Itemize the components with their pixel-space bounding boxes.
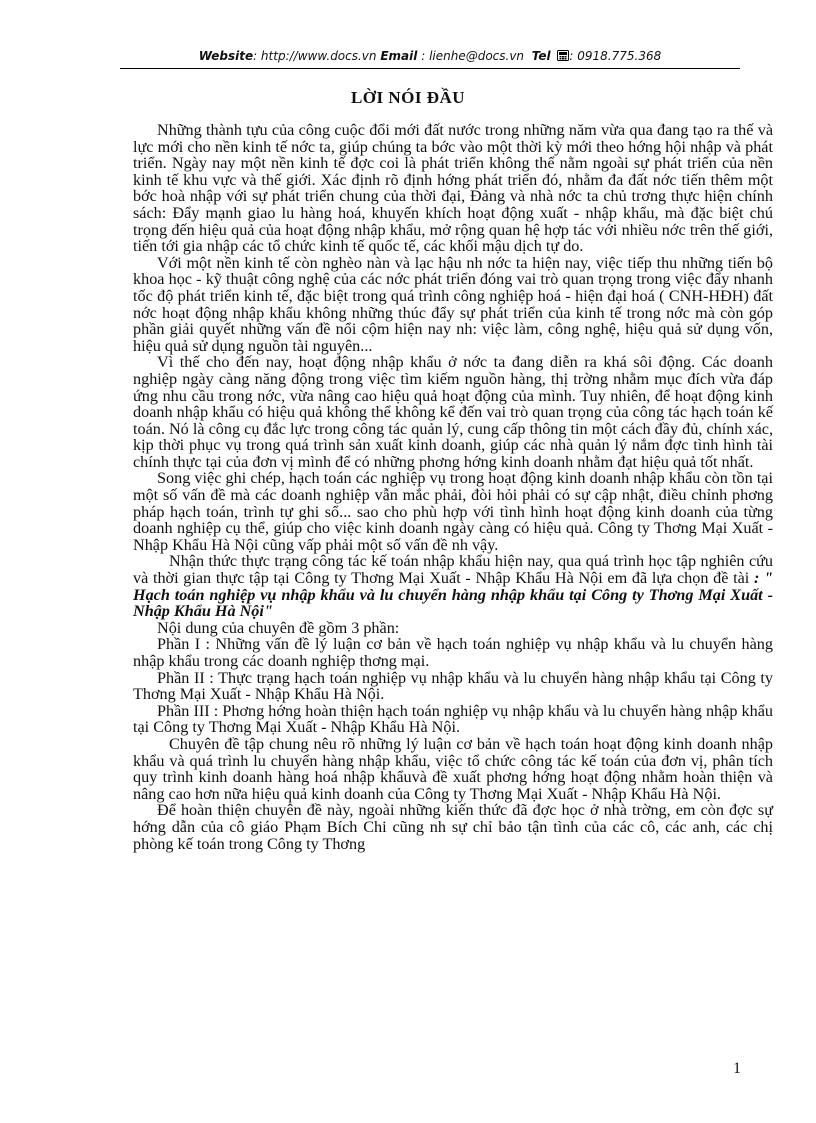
tel-value: : 0918.775.368	[569, 49, 662, 63]
paragraph: Nội dung của chuyên đề gồm 3 phần:	[157, 618, 400, 637]
paragraph: Những thành tựu của công cuộc đổi mới đất nước trong những năm vừa qua đang tạo ra thế và lực mới cho nền kinh tế nớc ta, giúp chúng ta bớc vào một thời kỳ mới theo hớng hội nhập và phát triển. Ngày nay một nền kinh tế đợc coi là phát triển không thể nằm ngoài sự phát triển của nền kinh tế khu vực và thế giới. Xác định rõ định hớng phát triển đó, nhằm đa đất nớc tiến thêm một bớc hoà nhập với sự phát triển chung của thời đại, Đảng và nhà nớc ta chủ trơng thực hiện chính sách: Đẩy mạnh giao lu hàng hoá, khuyến khích hoạt động xuất - nhập khẩu, mà đặc biệt chú trọng đến hiệu quả của hoạt động nhập khẩu, mở rộng quan hệ hợp tác với nhiều nớc trên thế giới, tiến tới gia nhập các tổ chức kinh tế quốc tế, các khối mậu dịch tự do.	[133, 121, 773, 256]
page-header	[120, 48, 740, 69]
paragraph: Song việc ghi chép, hạch toán các nghiệp vụ trong hoạt động kinh doanh nhập khẩu còn tồn tại một số vấn đề mà các doanh nghiệp vẫn mắc phải, đòi hỏi phải có sự cập nhật, điều chỉnh phơng pháp hạch toán, trình tự ghi sổ... sao cho phù hợp với tình hình hoạt động kinh doanh của từng doanh nghiệp cụ thể, giúp cho việc kinh doanh ngày càng có hiệu quả. Công ty Thơng Mại Xuất - Nhập Khẩu Hà Nội cũng vấp phải một số vấn đề nh vậy.	[133, 469, 773, 554]
document-body	[133, 122, 773, 852]
thesis-title: : " Hạch toán nghiệp vụ nhập khẩu và lu chuyển hàng nhập khẩu tại Công ty Thơng Mại Xuất - Nhập Khẩu Hà Nội"	[133, 569, 773, 621]
paragraph-text: Nhận thức thực trạng công tác kế toán nhập khẩu hiện nay, qua quá trình học tập nghiên cứu và thời gian thực tập tại Công ty Thơng Mại Xuất - Nhập Khẩu Hà Nội em đã lựa chọn đề tài	[133, 552, 773, 588]
paragraph: Chuyên đề tập chung nêu rõ những lý luận cơ bản về hạch toán hoạt động kinh doanh nhập khẩu và quá trình lu chuyển hàng nhập khẩu, việc tổ chức công tác kế toán của đơn vị, phân tích quy trình kinh doanh hàng hoá nhập khẩuvà đề xuất phơng hớng hoạt động nhằm hoàn thiện và nâng cao hơn nữa hiệu quả kinh doanh của Công ty Thơng Mại Xuất - Nhập Khẩu Hà Nội.	[133, 734, 773, 803]
paragraph: Phần III : Phơng hớng hoàn thiện hạch toán nghiệp vụ nhập khẩu và lu chuyển hàng nhập khẩu tại Công ty Thơng Mại Xuất - Nhập Khẩu Hà Nội.	[133, 701, 773, 737]
paragraph: Với một nền kinh tế còn nghèo nàn và lạc hậu nh nớc ta hiện nay, việc tiếp thu những tiến bộ khoa học - kỹ thuật công nghệ của các nớc phát triển đóng vai trò quan trọng trong việc đẩy nhanh tốc độ phát triển kinh tế, đặc biệt trong quá trình công nghiệp hoá - hiện đại hoá ( CNH-HĐH) đất nớc hoạt động nhập khẩu không những thúc đẩy sự phát triển của kinh tế trong nớc mà còn góp phần giải quyết những vấn đề nổi cộm hiện nay nh: việc làm, công nghệ, hiệu quả sử dụng vốn, hiệu quả sử dụng nguồn tài nguyên...	[133, 253, 773, 355]
paragraph: Phần I : Những vấn đề lý luận cơ bản về hạch toán nghiệp vụ nhập khẩu và lu chuyển hàng nhập khẩu trong các doanh nghiệp thơng mại.	[133, 635, 773, 670]
phone-icon	[557, 50, 569, 61]
paragraph: Để hoàn thiện chuyên đề này, ngoài những kiến thức đã đợc học ở nhà trờng, em còn đợc sự hớng dẫn của cô giáo Phạm Bích Chi cũng nh sự chỉ bảo tận tình của các cô, các anh, các chị phòng kế toán trong Công ty Thơng	[133, 801, 773, 853]
website-label: Website	[198, 49, 254, 63]
email-value: : lienhe@docs.vn	[417, 49, 525, 63]
document-title: LỜI NÓI ĐẦU	[350, 88, 466, 107]
tel-label: Tel	[531, 49, 551, 63]
page-number: 1	[733, 1060, 741, 1077]
paragraph	[133, 553, 773, 619]
email-label: Email	[380, 49, 418, 63]
paragraph: Vì thế cho đến nay, hoạt động nhập khẩu ở nớc ta đang diễn ra khá sôi động. Các doanh nghiệp ngày càng năng động trong việc tìm kiếm nguồn hàng, thị trờng nhằm mục đích vừa đáp ứng nhu cầu trong nớc, vừa nâng cao hiệu quả hoạt động của mình. Tuy nhiên, để hoạt động kinh doanh nhập khẩu có hiệu quả không thể không kể đến vai trò quan trọng của công tác hạch toán kế toán. Nó là công cụ đắc lực trong công tác quản lý, cung cấp thông tin một cách đầy đủ, chính xác, kịp thời phục vụ trong quá trình sản xuất kinh doanh, giúp các nhà quản lý nắm đợc tình hình tài chính thực tại của đơn vị mình để có những phơng hớng kinh doanh nhằm đạt hiệu quả tốt nhất.	[133, 353, 773, 471]
website-value: : http://www.docs.vn	[253, 49, 377, 63]
paragraph: Phần II : Thực trạng hạch toán nghiệp vụ nhập khẩu và lu chuyển hàng nhập khẩu tại Công ty Thơng Mại Xuất - Nhập Khẩu Hà Nội.	[133, 668, 773, 704]
